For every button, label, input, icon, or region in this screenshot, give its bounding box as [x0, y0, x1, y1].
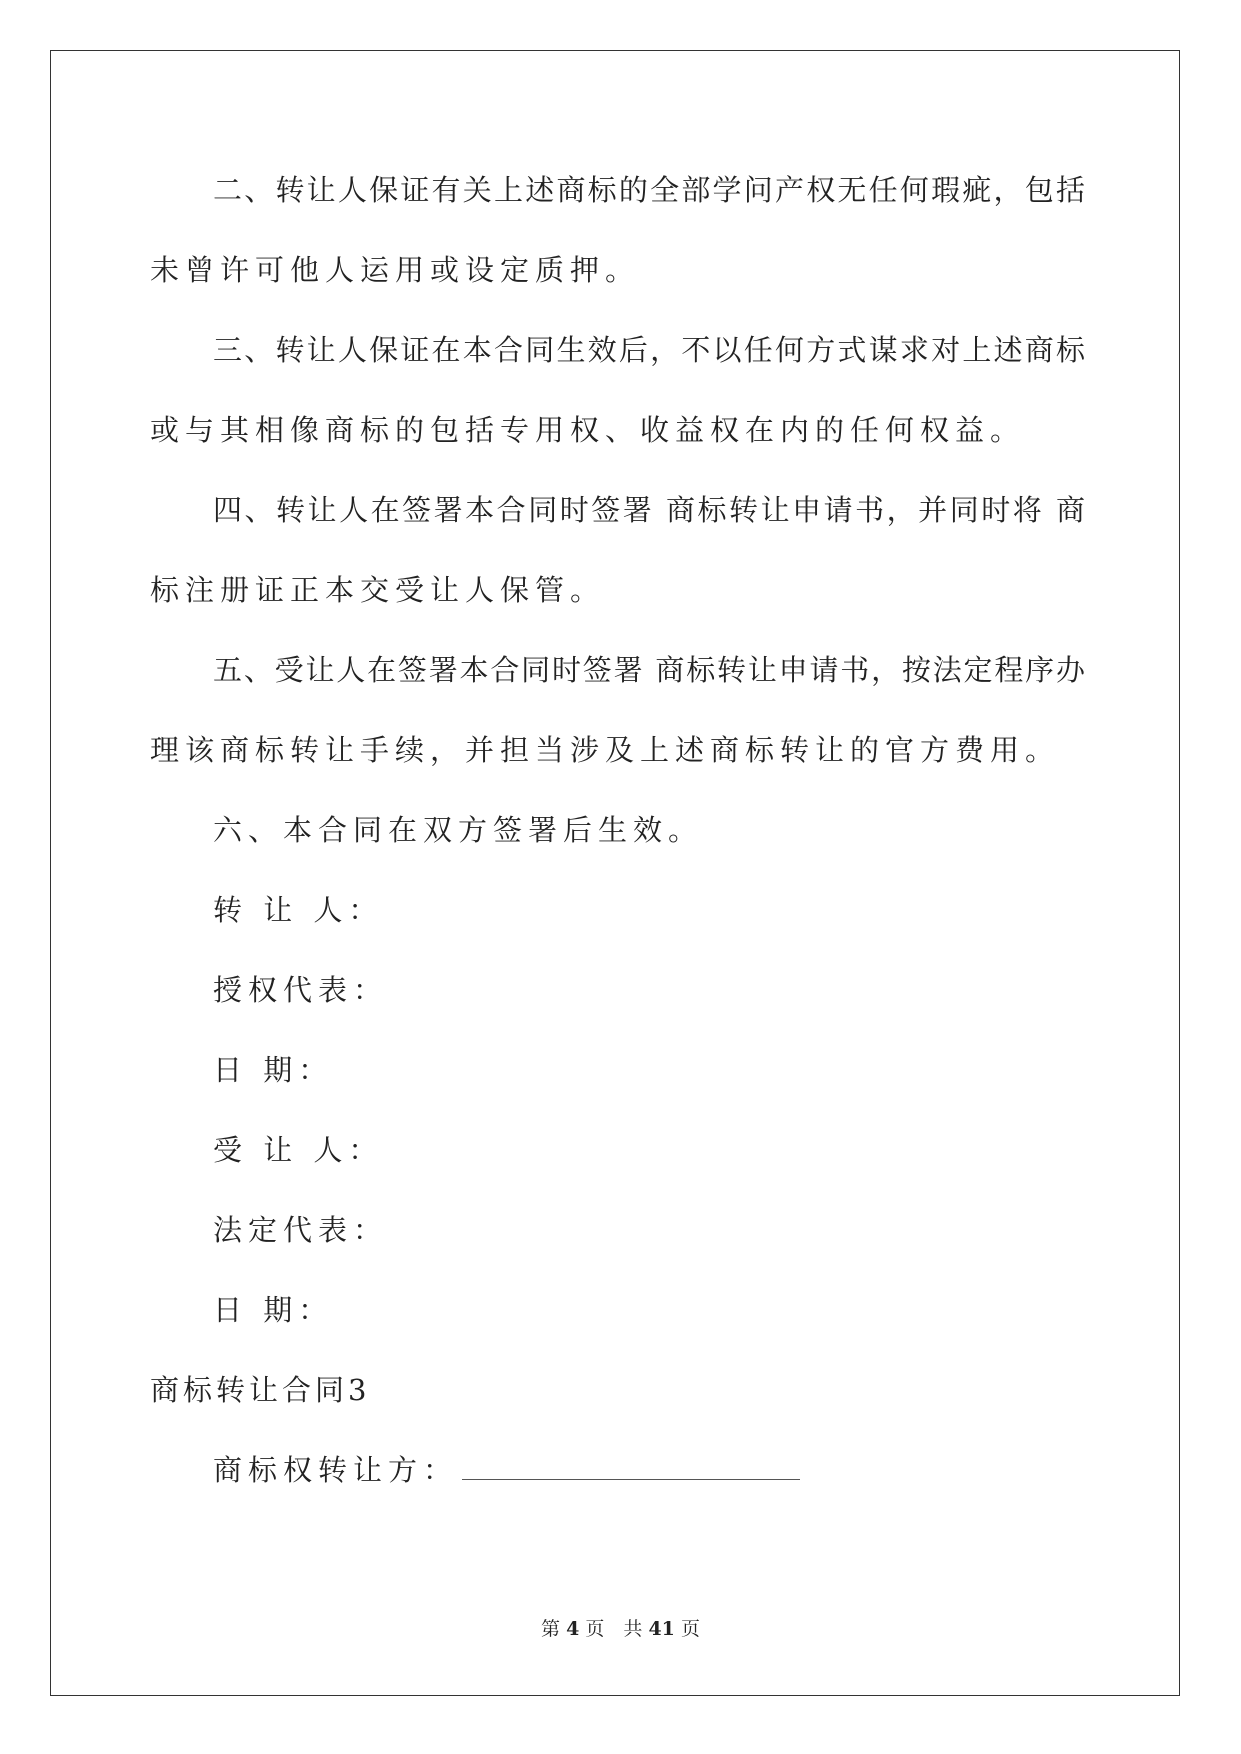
total-page-count: 41 — [648, 1618, 675, 1640]
trademark-transferor-label: 商标权转让方： — [213, 1453, 459, 1487]
date-label-1: 日 期： — [213, 1053, 334, 1087]
paragraph-5-line-2: 理该商标转让手续，并担当涉及上述商标转让的官方费用。 — [150, 733, 1061, 767]
paragraph-4-line-2: 标注册证正本交受让人保管。 — [150, 573, 606, 607]
section-title: 商标转让合同3 — [150, 1373, 371, 1407]
footer-prefix: 第 — [541, 1618, 561, 1640]
paragraph-6: 六、本合同在双方签署后生效。 — [213, 813, 704, 847]
paragraph-2-line-2: 未曾许可他人运用或设定质押。 — [150, 253, 641, 287]
authorized-rep-label: 授权代表： — [213, 973, 389, 1007]
trademark-transferor-row — [213, 1450, 800, 1490]
fill-in-blank-line — [462, 1453, 800, 1480]
transferee-label: 受 让 人： — [213, 1133, 384, 1167]
date-label-2: 日 期： — [213, 1293, 334, 1327]
current-page-number: 4 — [566, 1618, 580, 1640]
legal-rep-label: 法定代表： — [213, 1213, 389, 1247]
transferor-label: 转 让 人： — [213, 893, 384, 927]
footer-mid: 页 共 — [585, 1618, 643, 1640]
paragraph-4-line-1: 四、转让人在签署本合同时签署 商标转让申请书，并同时将 商 — [213, 493, 1085, 527]
paragraph-3-line-1: 三、转让人保证在本合同生效后，不以任何方式谋求对上述商标 — [213, 333, 1085, 367]
page-footer — [0, 1617, 1241, 1641]
paragraph-3-line-2: 或与其相像商标的包括专用权、收益权在内的任何权益。 — [150, 413, 1026, 447]
footer-suffix: 页 — [680, 1618, 700, 1640]
paragraph-5-line-1: 五、受让人在签署本合同时签署 商标转让申请书，按法定程序办 — [213, 653, 1085, 687]
paragraph-2-line-1: 二、转让人保证有关上述商标的全部学问产权无任何瑕疵，包括 — [213, 173, 1085, 207]
